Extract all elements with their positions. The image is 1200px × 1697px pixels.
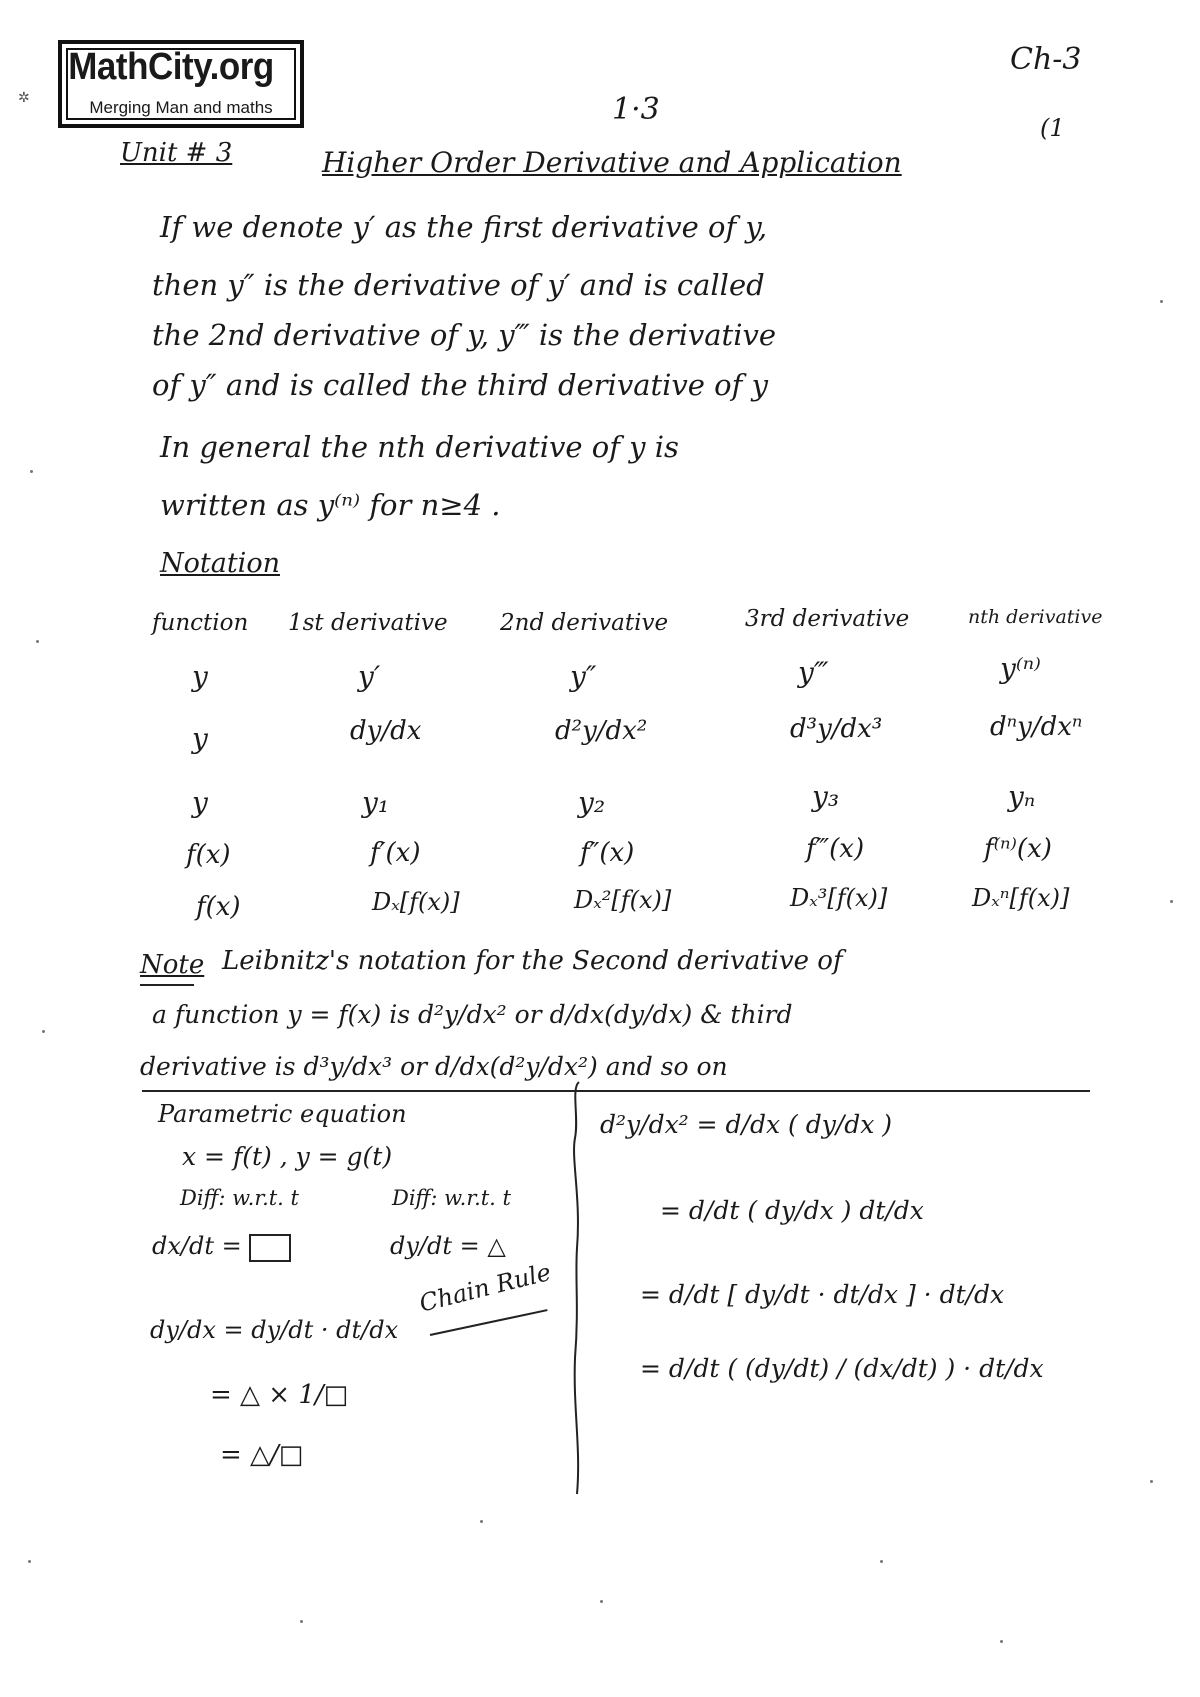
diff-wrt-t-left: Diff: w.r.t. t (180, 1186, 299, 1210)
table-cell: y₁ (362, 786, 390, 819)
table-cell: y‴ (798, 656, 829, 689)
table-cell: Dₓ²[f(x)] (574, 886, 672, 914)
table-cell: y₂ (578, 786, 606, 819)
brace-divider (565, 1078, 589, 1498)
page-mark: 1·3 (612, 92, 660, 127)
table-cell: d³y/dx³ (790, 714, 883, 744)
second-deriv-line-1: d²y/dx² = d/dx ( dy/dx ) (600, 1110, 893, 1139)
intro-line-2: then y″ is the derivative of y′ and is called (152, 268, 765, 302)
logo-title: MathCity.org (68, 46, 274, 88)
unit-label: Unit # 3 (120, 138, 233, 168)
table-cell: y (192, 722, 208, 755)
notation-heading: Notation (160, 548, 280, 579)
table-cell: dy/dx (350, 716, 422, 746)
table-cell: f‴(x) (806, 834, 865, 864)
margin-mark-icon: ✲ (18, 90, 30, 106)
section-divider (142, 1090, 1090, 1092)
mathcity-logo (58, 40, 304, 128)
table-cell: yₙ (1008, 780, 1036, 813)
diff-wrt-t-right: Diff: w.r.t. t (392, 1186, 511, 1210)
intro-line-3: the 2nd derivative of y, y‴ is the derivative (152, 318, 777, 352)
table-cell: f″(x) (580, 838, 635, 868)
parametric-heading: Parametric equation (158, 1100, 407, 1128)
general-line-1: In general the nth derivative of y is (160, 430, 679, 464)
table-cell: y″ (570, 660, 597, 693)
dx-dt-expr (152, 1232, 291, 1262)
logo-subtitle: Merging Man and maths (89, 98, 273, 117)
table-cell: y⁽ⁿ⁾ (1000, 652, 1041, 685)
note-line-1: Leibnitz's notation for the Second derivative of (222, 946, 843, 976)
result-step-2: = △/□ (220, 1440, 304, 1470)
table-cell: f⁽ⁿ⁾(x) (984, 834, 1052, 864)
intro-line-1: If we denote y′ as the first derivative of y, (160, 210, 768, 244)
table-cell: Dₓ[f(x)] (372, 888, 460, 916)
table-cell: y (192, 786, 208, 819)
table-cell: d²y/dx² (555, 716, 648, 746)
general-line-2: written as y⁽ⁿ⁾ for n≥4 . (160, 488, 501, 522)
corner-mark: (1 (1040, 114, 1065, 142)
parametric-equations: x = f(t) , y = g(t) (182, 1142, 393, 1171)
result-step-1: = △ × 1/□ (210, 1380, 349, 1410)
note-line-3: derivative is d³y/dx³ or d/dx(d²y/dx²) and so on (140, 1052, 728, 1081)
second-deriv-line-3: = d/dt [ dy/dt · dt/dx ] · dt/dx (640, 1280, 1005, 1309)
col-header-second: 2nd derivative (500, 610, 669, 636)
page-title: Higher Order Derivative and Application (322, 146, 902, 179)
chain-rule-expr: dy/dx = dy/dt · dt/dx (150, 1316, 399, 1344)
table-cell: dⁿy/dxⁿ (990, 712, 1083, 742)
col-header-nth: nth derivative (968, 606, 1103, 628)
intro-line-4: of y″ and is called the third derivative of y (152, 368, 768, 402)
table-cell: y (192, 660, 208, 693)
table-cell: y′ (358, 660, 381, 693)
table-cell: Dₓ³[f(x)] (790, 884, 888, 912)
note-label: Note (140, 950, 205, 980)
square-symbol-icon (249, 1234, 291, 1262)
chain-rule-label: Chain Rule (416, 1257, 554, 1318)
note-line-2: a function y = f(x) is d²y/dx² or d/dx(dy/dx) & third (152, 1000, 793, 1029)
table-cell: f(x) (186, 840, 231, 870)
table-cell: y₃ (812, 780, 840, 813)
col-header-third: 3rd derivative (745, 606, 910, 632)
chapter-label: Ch-3 (1010, 42, 1082, 77)
second-deriv-line-4: = d/dt ( (dy/dt) / (dx/dt) ) · dt/dx (640, 1354, 1044, 1383)
col-header-first: 1st derivative (288, 610, 448, 636)
second-deriv-line-2: = d/dt ( dy/dx ) dt/dx (660, 1196, 924, 1225)
table-cell: f′(x) (370, 838, 421, 868)
chain-rule-underline (430, 1309, 548, 1336)
table-cell: Dₓⁿ[f(x)] (972, 884, 1070, 912)
note-underline (140, 984, 194, 986)
dx-dt-label: dx/dt = (152, 1232, 242, 1260)
col-header-function: function (152, 610, 249, 636)
table-cell: f(x) (196, 892, 241, 922)
dy-dt-label: dy/dt = △ (390, 1232, 506, 1260)
